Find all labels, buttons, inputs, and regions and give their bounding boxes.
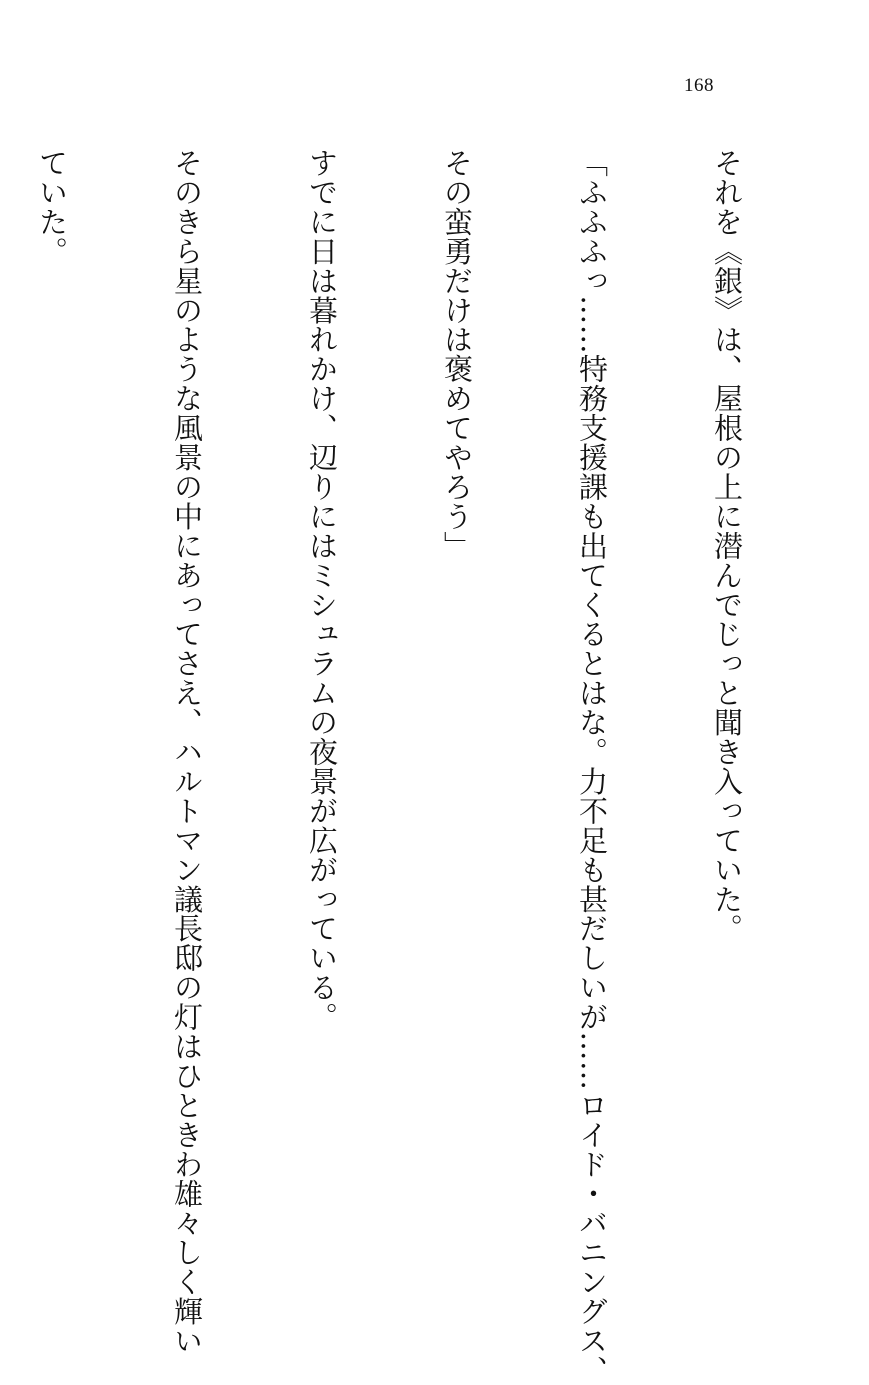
text-column: その蛮勇だけは褒めてやろう」 — [440, 148, 474, 561]
novel-text-body — [0, 148, 839, 1385]
text-column: 「ふふふっ……特務支援課も出てくるとはな。力不足も甚だしいが……ロイド・バニングス、 — [575, 148, 609, 1385]
text-column: それを《銀》は、屋根の上に潜んでじっと聞き入っていた。 — [710, 148, 744, 944]
text-column: ていた。 — [35, 148, 69, 266]
text-column: そのきら星のような風景の中にあってさえ、ハルトマン議長邸の灯はひときわ雄々しく輝い — [170, 148, 204, 1356]
text-column: すでに日は暮れかけ、辺りにはミシュラムの夜景が広がっている。 — [305, 148, 339, 1032]
page-number: 168 — [684, 75, 714, 96]
